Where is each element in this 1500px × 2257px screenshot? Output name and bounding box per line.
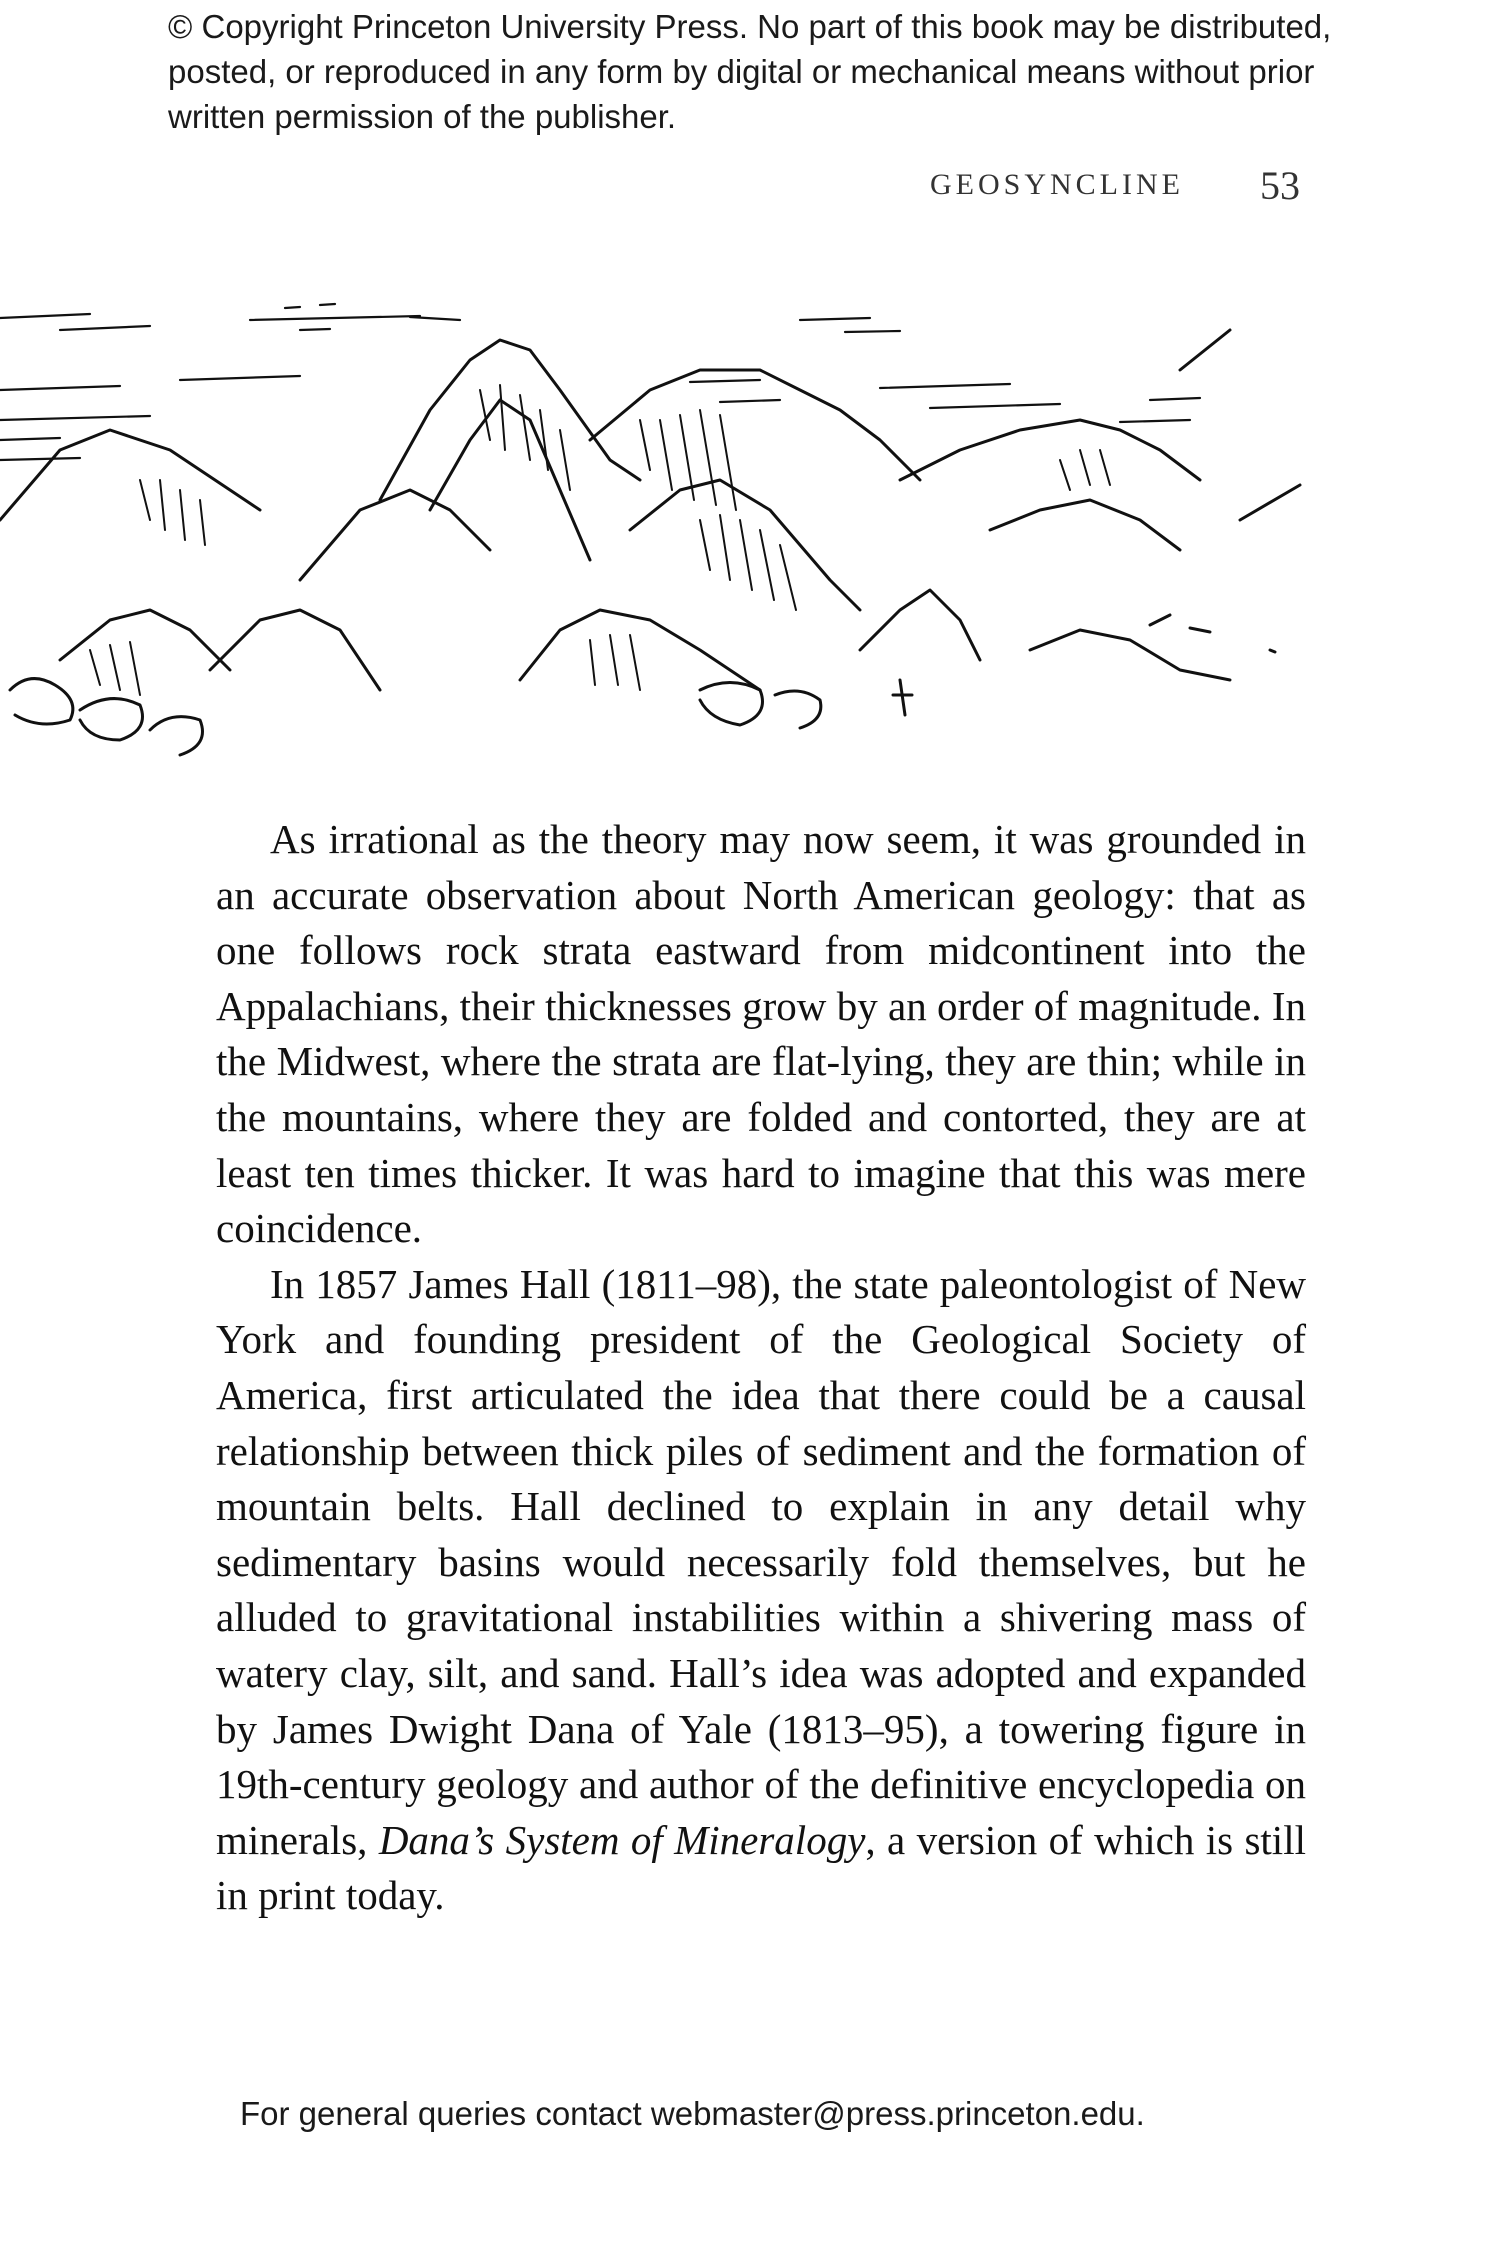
paragraph-2 (216, 1257, 1306, 1924)
page-number: 53 (1260, 163, 1300, 208)
copyright-notice: © Copyright Princeton University Press. No part of this book may be distributed, posted, or reproduced in any form by digital or mechanical means without prior written permission of the publisher. (168, 8, 1332, 135)
paragraph-1: As irrational as the theory may now seem, it was grounded in an accurate observation about North American geology: that as one follows rock strata eastward from midcontinent into the Appalachians, their thicknesses grow by an order of magnitude. In the Midwest, where the strata are flat-lying, they are thin; while in the mountains, where they are folded and contorted, they are at least ten times thicker. It was hard to imagine that this was mere coincidence. (216, 816, 1306, 1252)
book-title: Dana’s System of Mineralogy (378, 1816, 866, 1863)
running-head (930, 162, 1300, 212)
body-text (216, 812, 1306, 1924)
mountain-range-drawing-icon (0, 290, 1320, 780)
running-title: GEOSYNCLINE (930, 168, 1184, 201)
footer-contact: For general queries contact webmaster@press.princeton.edu. (240, 2095, 1145, 2132)
paragraph-2-tail: , a version of which is still in print today. (216, 1816, 1306, 1919)
paragraph-2-text: In 1857 James Hall (1811–98), the state paleontologist of New York and founding president of the Geological Society of America, first articulated the idea that there could be a causal relationship between thick piles of sediment and the formation of mountain belts. Hall declined to explain in any detail why sedimentary basins would necessarily fold themselves, but he alluded to gravitational instabilities within a shivering mass of watery clay, silt, and sand. Hall’s idea was adopted and expanded by James Dwight Dana of Yale (1813–95), a towering figure in 19th-century geology and author of the definitive encyclopedia on minerals, (216, 1260, 1306, 1863)
